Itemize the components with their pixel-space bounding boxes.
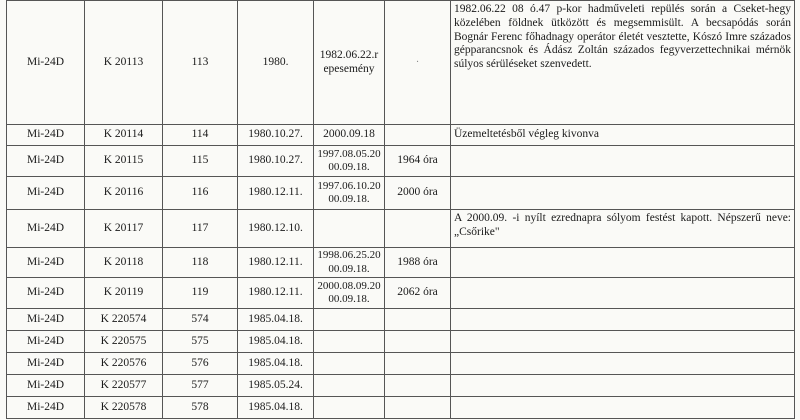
event-date-cell [314, 331, 385, 353]
note-cell [451, 248, 795, 278]
tail-number-cell: 116 [163, 177, 238, 210]
tail-number-cell: 575 [163, 331, 238, 353]
type-cell: Mi-24D [7, 125, 85, 146]
flight-hours-cell [385, 125, 451, 146]
registration-cell: K 20119 [85, 278, 163, 309]
commission-date-cell: 1980.12.11. [238, 278, 314, 309]
commission-date-cell: 1980.10.27. [238, 146, 314, 177]
table-row [7, 210, 795, 248]
tail-number-cell: 576 [163, 353, 238, 375]
flight-hours-cell [385, 353, 451, 375]
type-cell: Mi-24D [7, 210, 85, 248]
commission-date-cell: 1985.04.18. [238, 309, 314, 331]
flight-hours-cell [385, 375, 451, 397]
tail-number-cell: 113 [163, 1, 238, 125]
registration-cell: K 220577 [85, 375, 163, 397]
table-row [7, 375, 795, 397]
registration-cell: K 20113 [85, 1, 163, 125]
note-cell [451, 353, 795, 375]
note-cell: A 2000.09. -i nyílt ezrednapra sólyom festést kapott. Népszerű neve: „Csőrike" [451, 210, 795, 248]
note-cell [451, 375, 795, 397]
tail-number-cell: 119 [163, 278, 238, 309]
commission-date-cell: 1985.05.24. [238, 375, 314, 397]
type-cell: Mi-24D [7, 248, 85, 278]
commission-date-cell: 1985.04.18. [238, 353, 314, 375]
registration-cell: K 220575 [85, 331, 163, 353]
commission-date-cell: 1980.12.11. [238, 177, 314, 210]
commission-date-cell: 1980. [238, 1, 314, 125]
commission-date-cell: 1985.04.18. [238, 331, 314, 353]
flight-hours-cell: 2062 óra [385, 278, 451, 309]
registration-cell: K 220578 [85, 397, 163, 419]
tail-number-cell: 114 [163, 125, 238, 146]
registration-cell: K 20116 [85, 177, 163, 210]
note-cell [451, 309, 795, 331]
table-row [7, 397, 795, 419]
table-row [7, 353, 795, 375]
type-cell: Mi-24D [7, 278, 85, 309]
note-cell [451, 331, 795, 353]
event-date-cell: 1997.08.05.2000.09.18. [314, 146, 385, 177]
table-row [7, 278, 795, 309]
table-row [7, 1, 795, 125]
table-row [7, 177, 795, 210]
flight-hours-cell: 2000 óra [385, 177, 451, 210]
table-row [7, 309, 795, 331]
tail-number-cell: 577 [163, 375, 238, 397]
type-cell: Mi-24D [7, 1, 85, 125]
type-cell: Mi-24D [7, 331, 85, 353]
note-cell: 1982.06.22 08 ó.47 p-kor hadműveleti repülés során a Cseket-hegy közelében földnek ütközött és megsemmisült. A becsapódás során Bognár Ferenc főhadnagy operátor életét vesztette, Kószó Imre százados gépparancsnok és Ádász Zoltán százados fegyverzettechnikai mérnök súlyos sérüléseket szenvedett. [451, 1, 795, 125]
registration-cell: K 220576 [85, 353, 163, 375]
event-date-cell: 1997.06.10.2000.09.18. [314, 177, 385, 210]
event-date-cell [314, 309, 385, 331]
tail-number-cell: 118 [163, 248, 238, 278]
event-date-cell [314, 353, 385, 375]
registration-cell: K 20117 [85, 210, 163, 248]
type-cell: Mi-24D [7, 177, 85, 210]
type-cell: Mi-24D [7, 375, 85, 397]
event-date-cell: 1998.06.25.2000.09.18. [314, 248, 385, 278]
type-cell: Mi-24D [7, 397, 85, 419]
registration-cell: K 20115 [85, 146, 163, 177]
commission-date-cell: 1980.12.10. [238, 210, 314, 248]
tail-number-cell: 574 [163, 309, 238, 331]
note-cell [451, 278, 795, 309]
table-row [7, 331, 795, 353]
note-cell [451, 397, 795, 419]
helicopter-registry-table [6, 0, 795, 419]
event-date-cell [314, 397, 385, 419]
table-row [7, 248, 795, 278]
commission-date-cell: 1980.12.11. [238, 248, 314, 278]
type-cell: Mi-24D [7, 146, 85, 177]
tail-number-cell: 578 [163, 397, 238, 419]
event-date-cell [314, 210, 385, 248]
flight-hours-cell [385, 210, 451, 248]
table-row [7, 125, 795, 146]
tail-number-cell: 115 [163, 146, 238, 177]
event-date-cell [314, 375, 385, 397]
flight-hours-cell: 1988 óra [385, 248, 451, 278]
type-cell: Mi-24D [7, 309, 85, 331]
table-row [7, 146, 795, 177]
type-cell: Mi-24D [7, 353, 85, 375]
note-cell [451, 177, 795, 210]
note-cell: Üzemeltetésből végleg kivonva [451, 125, 795, 146]
flight-hours-cell [385, 397, 451, 419]
registration-cell: K 20118 [85, 248, 163, 278]
flight-hours-cell [385, 1, 451, 125]
speck-mark: · [415, 56, 420, 68]
registration-cell: K 220574 [85, 309, 163, 331]
commission-date-cell: 1980.10.27. [238, 125, 314, 146]
registration-cell: K 20114 [85, 125, 163, 146]
flight-hours-cell [385, 309, 451, 331]
tail-number-cell: 117 [163, 210, 238, 248]
event-date-cell: 1982.06.22.r epesemény [314, 1, 385, 125]
event-date-cell: 2000.09.18 [314, 125, 385, 146]
event-date-cell: 2000.08.09.2000.09.18. [314, 278, 385, 309]
commission-date-cell: 1985.04.18. [238, 397, 314, 419]
note-cell [451, 146, 795, 177]
flight-hours-cell: 1964 óra [385, 146, 451, 177]
flight-hours-cell [385, 331, 451, 353]
